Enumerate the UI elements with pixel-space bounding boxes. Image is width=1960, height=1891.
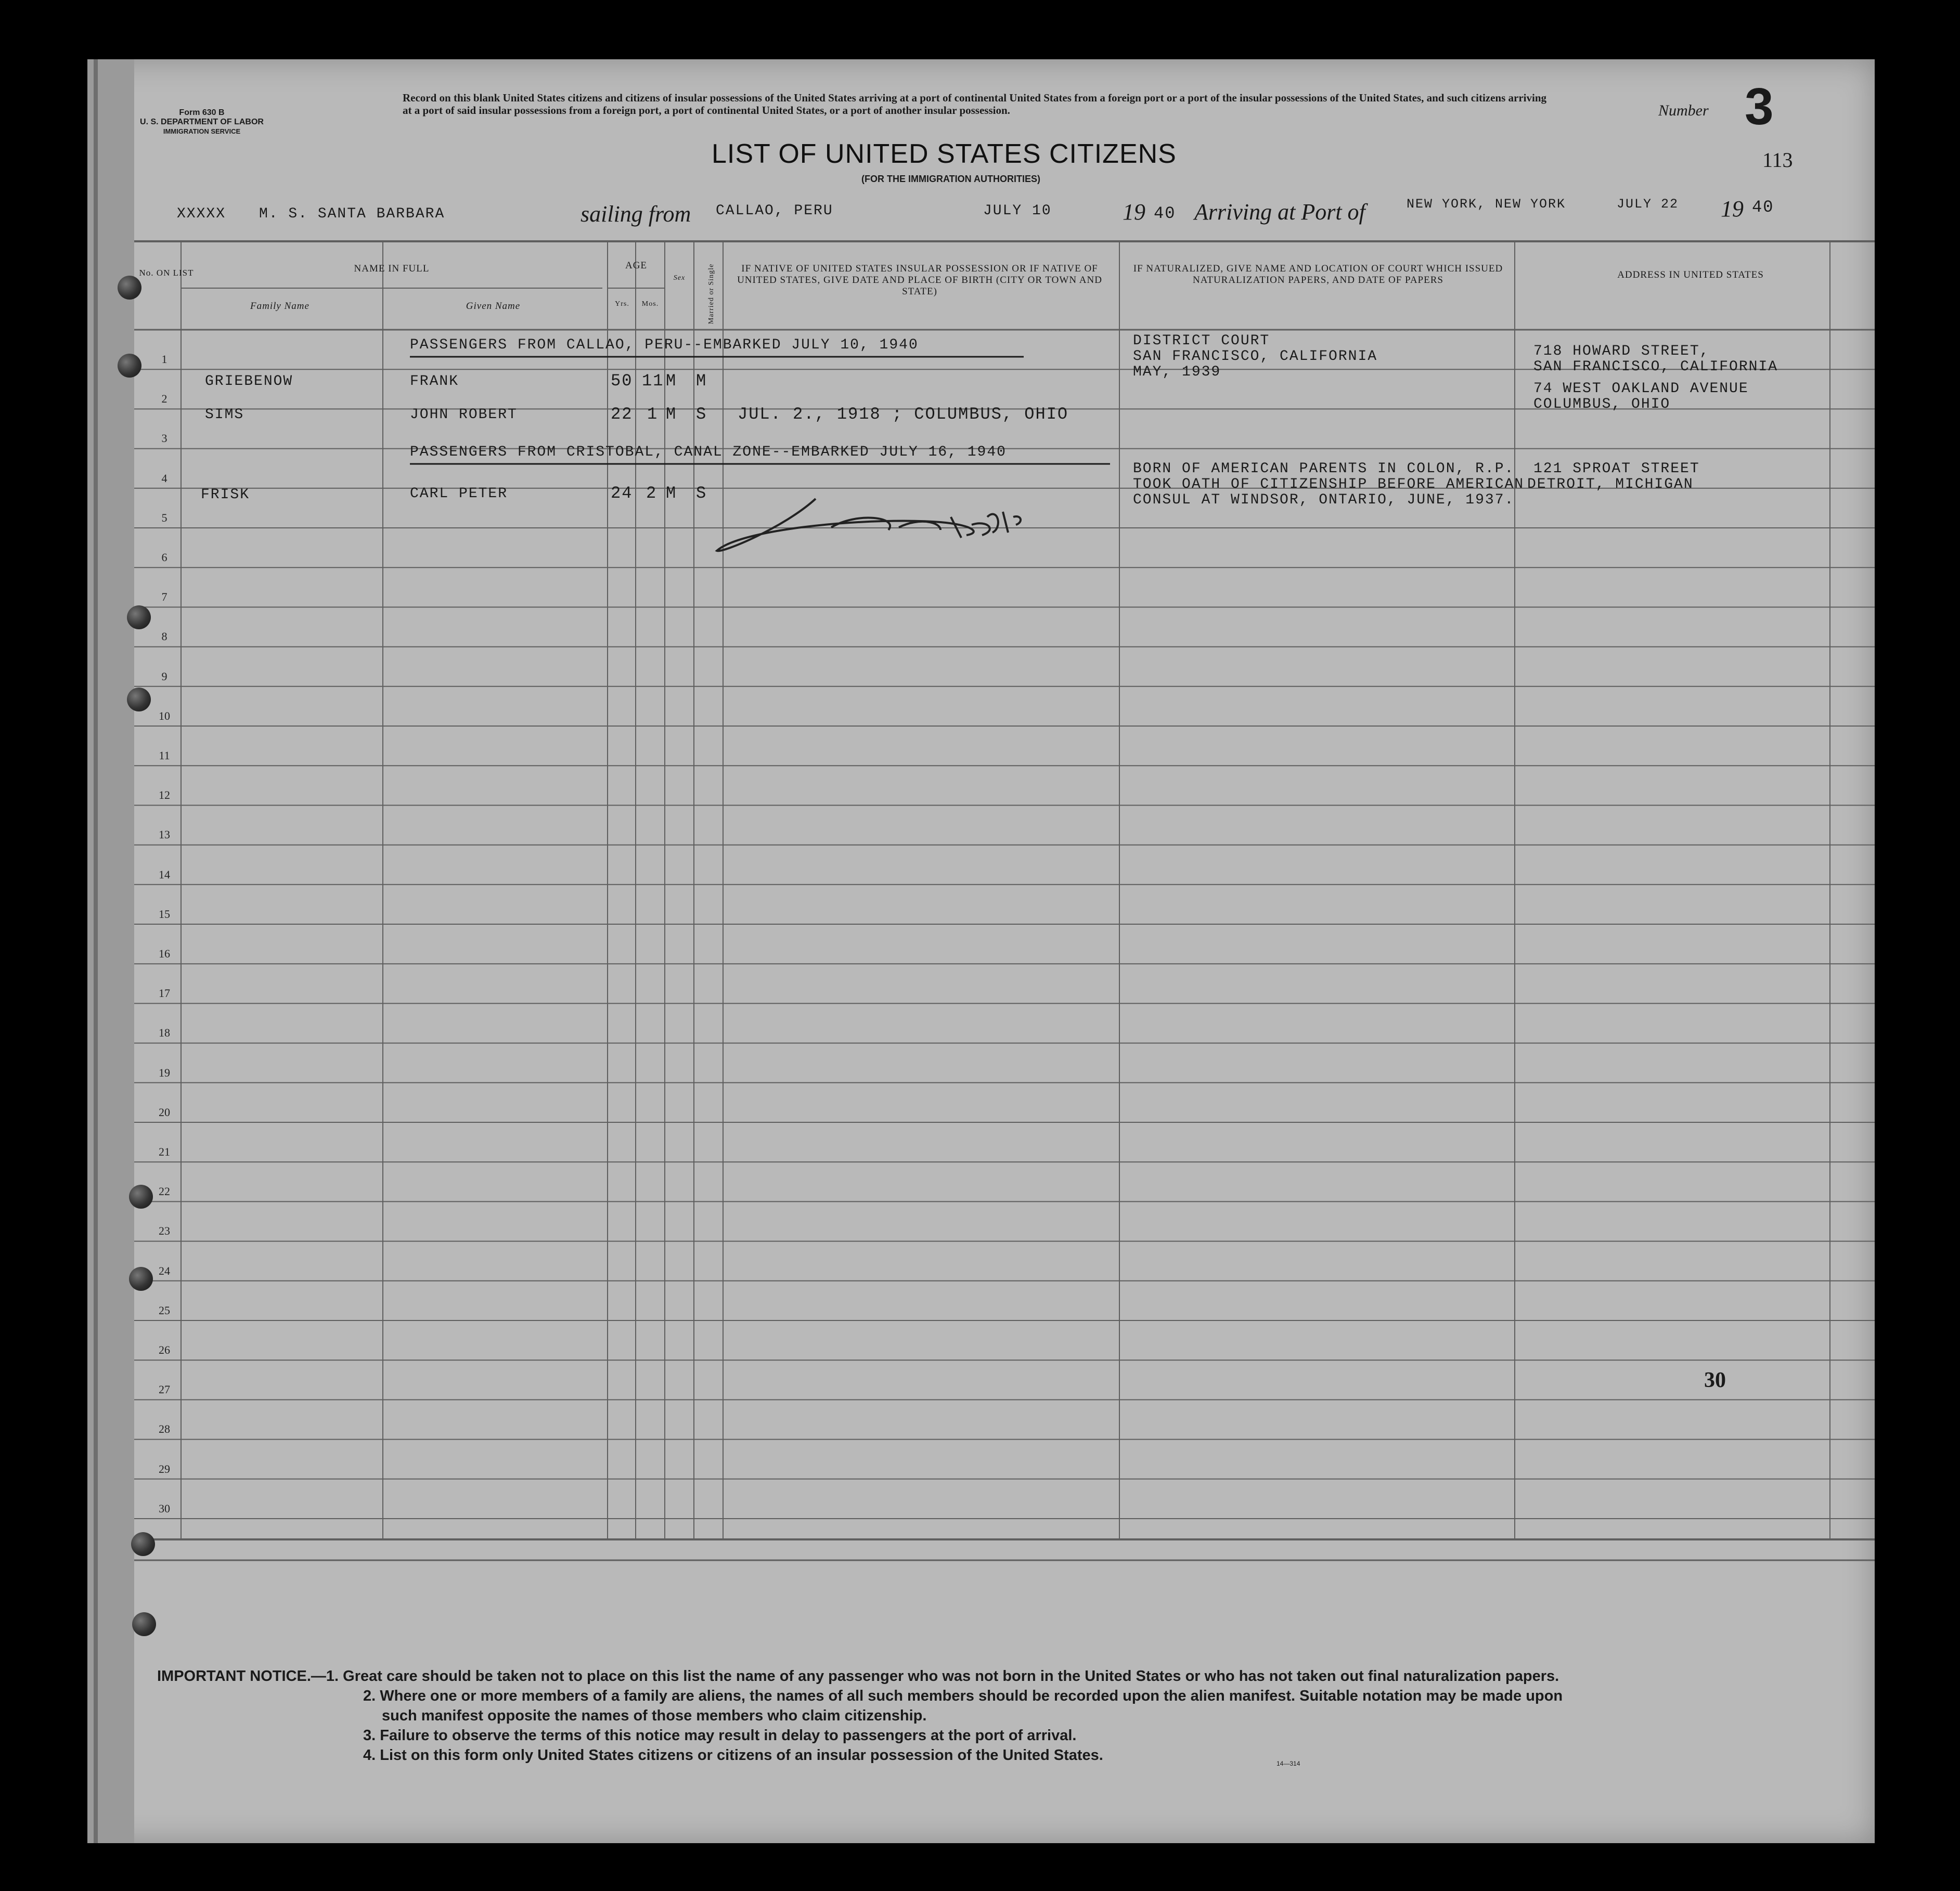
notice-heading: IMPORTANT NOTICE. — [157, 1668, 311, 1685]
row-number: 14 — [159, 867, 170, 881]
header-married-single: Married or Single — [707, 263, 715, 325]
arrival-port: NEW YORK, NEW YORK — [1407, 197, 1566, 212]
header-name-in-full: NAME IN FULL — [354, 263, 430, 274]
sex: M — [666, 371, 677, 391]
address-line-2: SAN FRANCISCO, CALIFORNIA — [1533, 359, 1778, 375]
row-number: 15 — [159, 907, 170, 921]
given-name: FRANK — [410, 373, 459, 390]
row-number: 13 — [159, 828, 170, 841]
sail-date: JULY 10 — [983, 203, 1052, 219]
section-cristobal: PASSENGERS FROM CRISTOBAL, CANAL ZONE--EMBARKED JULY 16, 1940 — [410, 444, 1007, 460]
row-number: 3 — [161, 432, 167, 445]
age-years: 24 — [611, 484, 633, 503]
arrival-date: JULY 22 — [1617, 197, 1679, 212]
age-months: 1 — [647, 405, 659, 424]
header-family-name: Family Name — [250, 301, 310, 312]
row-number: 23 — [159, 1224, 170, 1238]
signature-initials — [987, 512, 1021, 533]
number-value: 3 — [1745, 77, 1774, 136]
header-address: ADDRESS IN UNITED STATES — [1617, 269, 1764, 280]
page-subtitle: (FOR THE IMMIGRATION AUTHORITIES) — [861, 174, 1040, 184]
header-age: AGE — [625, 260, 648, 271]
row-number: 12 — [159, 788, 170, 802]
print-code: 14—314 — [1276, 1760, 1300, 1767]
number-label: Number — [1658, 102, 1709, 119]
naturalization-court: DISTRICT COURT — [1133, 333, 1270, 349]
row-number: 8 — [161, 630, 167, 643]
birth-date-place: JUL. 2., 1918 ; COLUMBUS, OHIO — [738, 405, 1069, 424]
address-line-1: 718 HOWARD STREET, — [1533, 343, 1710, 359]
notice-item-4: 4. List on this form only United States citizens or citizens of an insular possession of the United States. — [363, 1747, 1103, 1764]
marital-status: S — [696, 405, 707, 424]
header-naturalized: IF NATURALIZED, GIVE NAME AND LOCATION OF COURT WHICH ISSUED NATURALIZATION PAPERS, AND DATE OF PAPERS — [1133, 263, 1503, 286]
header-sex: Sex — [673, 274, 686, 282]
address-line-2: DETROIT, MICHIGAN — [1527, 476, 1694, 493]
notice-item-2a: 2. Where one or more members of a family are aliens, the names of all such members should be recorded upon the alien manifest. Suitable notation may be made upon — [363, 1688, 1563, 1704]
notice-item-1: —1. Great care should be taken not to place on this list the name of any passenger who was not born in the United States or who has not taken out final naturalization papers. — [311, 1668, 1559, 1685]
header-given-name: Given Name — [466, 301, 521, 312]
important-notice — [157, 1666, 1863, 1765]
row-number: 24 — [159, 1264, 170, 1277]
naturalization-line-3: CONSUL AT WINDSOR, ONTARIO, JUNE, 1937. — [1133, 492, 1515, 508]
row-number: 6 — [161, 551, 167, 564]
marital-status: S — [696, 484, 707, 503]
signature-scrawl — [717, 499, 990, 551]
vessel-prefix: XXXXX — [177, 206, 226, 222]
row-number: 28 — [159, 1422, 170, 1436]
row-number: 20 — [159, 1105, 170, 1119]
binder-hole — [127, 688, 151, 711]
row-number: 30 — [159, 1501, 170, 1515]
age-years: 22 — [611, 405, 633, 424]
age-years: 50 — [611, 371, 633, 391]
row-number: 2 — [161, 392, 167, 406]
notice-item-3: 3. Failure to observe the terms of this notice may result in delay to passengers at the port of arrival. — [363, 1727, 1077, 1744]
header-birth: IF NATIVE OF UNITED STATES INSULAR POSSESSION OR IF NATIVE OF UNITED STATES, GIVE DATE AND PLACE OF BIRTH (CITY OR TOWN AND STATE) — [737, 263, 1102, 297]
given-name: CARL PETER — [410, 486, 508, 502]
arrival-year: 40 — [1752, 198, 1774, 217]
binder-hole — [129, 1185, 153, 1209]
family-name: SIMS — [205, 407, 244, 423]
vessel-name: M. S. SANTA BARBARA — [259, 206, 445, 222]
naturalization-date: MAY, 1939 — [1133, 364, 1221, 380]
row-number: 22 — [159, 1185, 170, 1198]
naturalization-line-1: BORN OF AMERICAN PARENTS IN COLON, R.P. — [1133, 461, 1515, 477]
family-name: GRIEBENOW — [205, 373, 293, 390]
notice-item-2b: such manifest opposite the names of those members who claim citizenship. — [382, 1707, 927, 1724]
address-line-1: 74 WEST OAKLAND AVENUE — [1533, 381, 1749, 397]
row-number: 18 — [159, 1026, 170, 1040]
row-number: 29 — [159, 1462, 170, 1475]
page-title: LIST OF UNITED STATES CITIZENS — [712, 139, 1177, 169]
binder-hole — [131, 1532, 155, 1556]
sex: M — [666, 405, 677, 424]
record-instruction: Record on this blank United States citizens and citizens of insular possessions of the United States arriving at a port of continental United States from a foreign port or a port of the insular possessions of the United States, and such citizens arriving at a port of said insular possessions from a foreign port, a port of continental United States, or a port of another insular possession. — [403, 92, 1547, 116]
naturalization-line-2: TOOK OATH OF CITIZENSHIP BEFORE AMERICAN — [1133, 476, 1525, 493]
row-number: 7 — [161, 590, 167, 604]
address-line-2: COLUMBUS, OHIO — [1533, 396, 1671, 412]
row-number: 10 — [159, 709, 170, 722]
binder-hole — [132, 1612, 156, 1636]
arriving-label: Arriving at Port of — [1194, 199, 1365, 225]
sail-year: 40 — [1154, 204, 1176, 223]
service: IMMIGRATION SERVICE — [163, 127, 241, 135]
row-number: 17 — [159, 987, 170, 1000]
header-mos: Mos. — [641, 300, 659, 308]
form-number: Form 630 B — [179, 108, 225, 117]
row-number: 21 — [159, 1145, 170, 1158]
naturalization-location: SAN FRANCISCO, CALIFORNIA — [1133, 348, 1378, 365]
page-number: 113 — [1762, 148, 1793, 172]
binder-hole — [118, 354, 141, 378]
arrival-year-prefix: 19 — [1721, 196, 1744, 222]
header-no-on-list: No. ON LIST — [139, 268, 194, 278]
section-callao: PASSENGERS FROM CALLAO, PERU--EMBARKED JULY 10, 1940 — [410, 337, 919, 353]
margin-annotation: 30 — [1704, 1368, 1726, 1392]
sailing-from-label: sailing from — [581, 201, 691, 227]
binder-hole — [129, 1267, 153, 1291]
row-number: 5 — [161, 511, 167, 524]
row-number: 11 — [159, 749, 170, 762]
manifest-sheet — [87, 59, 1875, 1843]
row-number: 26 — [159, 1343, 170, 1356]
address-line-1: 121 SPROAT STREET — [1533, 461, 1700, 477]
row-number: 27 — [159, 1383, 170, 1396]
row-number: 1 — [161, 353, 167, 366]
sailing-from-port: CALLAO, PERU — [716, 203, 833, 219]
age-months: 2 — [646, 484, 657, 503]
sail-year-prefix: 19 — [1123, 199, 1145, 225]
given-name: JOHN ROBERT — [410, 407, 518, 423]
binder-hole — [127, 605, 151, 629]
row-number: 16 — [159, 947, 170, 960]
department: U. S. DEPARTMENT OF LABOR — [140, 118, 264, 126]
row-number: 19 — [159, 1066, 170, 1079]
row-number: 9 — [161, 669, 167, 683]
row-number: 25 — [159, 1303, 170, 1317]
sex: M — [666, 484, 677, 503]
row-number: 4 — [161, 471, 167, 485]
family-name: FRISK — [201, 487, 250, 503]
table-grid — [87, 59, 1875, 1843]
marital-status: M — [696, 371, 707, 391]
binder-hole — [118, 276, 141, 300]
header-yrs: Yrs. — [615, 300, 629, 308]
age-months: 11 — [642, 371, 664, 391]
